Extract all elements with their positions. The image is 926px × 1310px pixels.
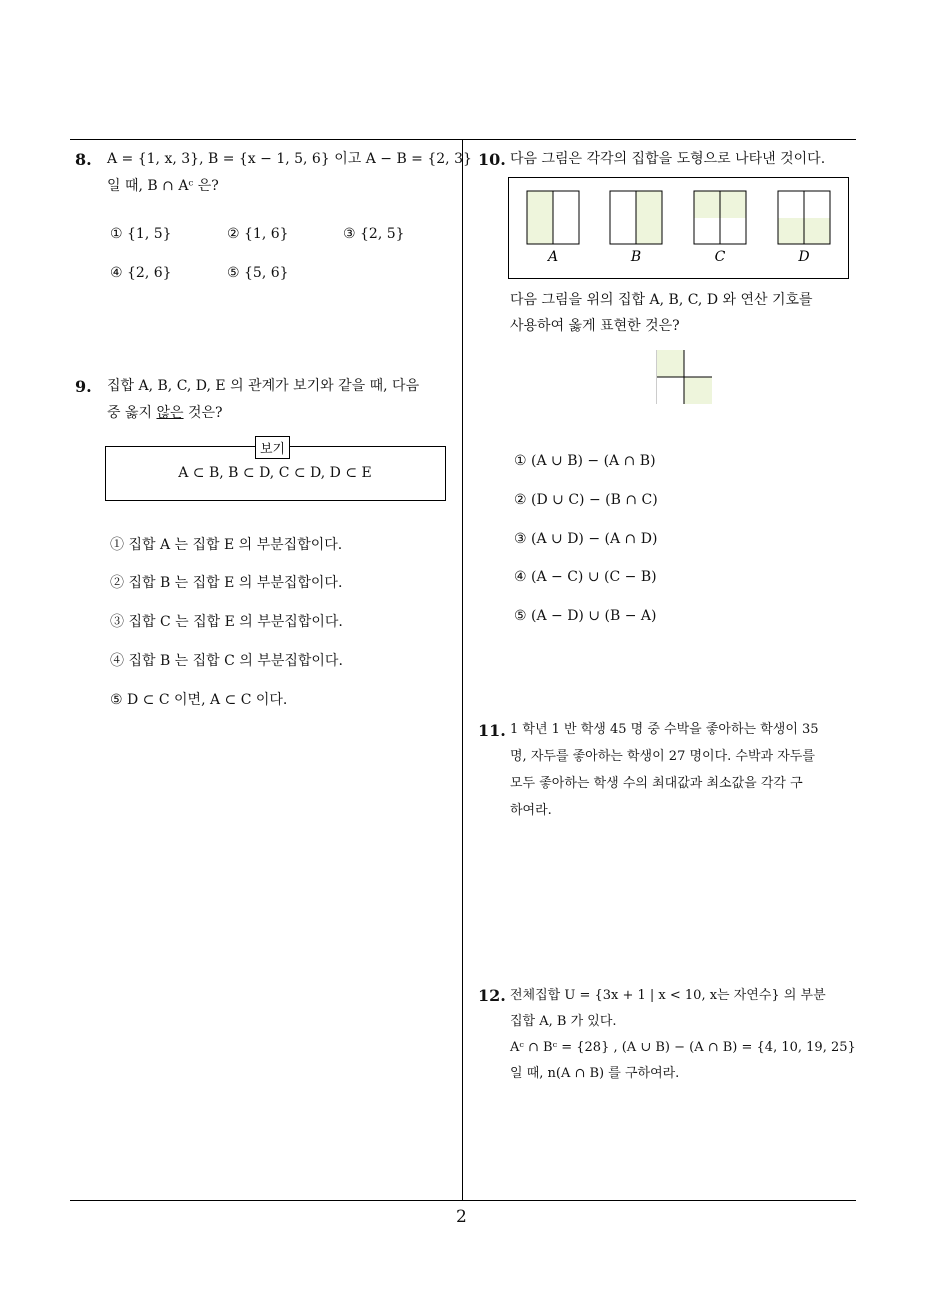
choice-4[interactable]: ④ (A − C) ∪ (C − B) xyxy=(514,569,657,585)
question-number: 8. xyxy=(75,150,92,169)
figure-a xyxy=(527,191,579,244)
question-text-line3: Aᶜ ∩ Bᶜ = {28} , (A ∪ B) − (A ∩ B) = {4, 10, 19, 25} xyxy=(510,1040,856,1055)
bogi-label: 보기 xyxy=(255,436,290,459)
figure-c xyxy=(694,191,746,244)
choice-5[interactable]: ⑤ (A − D) ∪ (B − A) xyxy=(514,608,657,624)
bottom-rule xyxy=(70,1200,856,1201)
question-text-line2: 명, 자두를 좋아하는 학생이 27 명이다. 수박과 자두를 xyxy=(510,749,815,764)
question-text-line1: 전체집합 U = {3x + 1 | x < 10, x는 자연수} 의 부분 xyxy=(510,988,826,1003)
choice-3[interactable]: ③ {2, 5} xyxy=(343,226,405,242)
question-text-line2 xyxy=(107,400,223,427)
choice-5[interactable]: ⑤ {5, 6} xyxy=(227,265,289,281)
line2-suffix: 것은? xyxy=(183,405,223,421)
figure-b xyxy=(610,191,662,244)
figure-label-a: A xyxy=(547,249,559,265)
choice-1[interactable]: ① {1, 5} xyxy=(110,226,172,242)
question-text-line1: 1 학년 1 반 학생 45 명 중 수박을 좋아하는 학생이 35 xyxy=(510,722,819,737)
choice-3[interactable]: ③ 집합 C 는 집합 E 의 부분집합이다. xyxy=(110,614,343,630)
question-text-line1: 집합 A, B, C, D, E 의 관계가 보기와 같을 때, 다음 xyxy=(107,378,420,394)
question-text-line2: 다음 그림을 위의 집합 A, B, C, D 와 연산 기호를 xyxy=(510,292,813,308)
column-divider xyxy=(462,139,463,1201)
question-text-line4: 하여라. xyxy=(510,803,552,818)
question-text-line1: A = {1, x, 3}, B = {x − 1, 5, 6} 이고 A − B = {2, 3} xyxy=(107,151,472,167)
figure-label-d: D xyxy=(798,249,810,265)
question-number: 9. xyxy=(75,377,92,396)
choice-2[interactable]: ② (D ∪ C) − (B ∩ C) xyxy=(514,492,658,508)
question-text-line3: 사용하여 옳게 표현한 것은? xyxy=(510,318,680,334)
choice-2[interactable]: ② {1, 6} xyxy=(227,226,289,242)
choice-3[interactable]: ③ (A ∪ D) − (A ∩ D) xyxy=(514,531,658,547)
question-text-line1: 다음 그림은 각각의 집합을 도형으로 나타낸 것이다. xyxy=(510,151,826,167)
choice-2[interactable]: ② 집합 B 는 집합 E 의 부분집합이다. xyxy=(110,575,343,591)
question-text-line4: 일 때, n(A ∩ B) 를 구하여라. xyxy=(510,1066,680,1081)
choice-1[interactable]: ① 집합 A 는 집합 E 의 부분집합이다. xyxy=(110,537,343,553)
question-text-line2: 집합 A, B 가 있다. xyxy=(510,1014,617,1029)
line2-prefix: 중 옳지 xyxy=(107,405,157,421)
choice-4[interactable]: ④ {2, 6} xyxy=(110,265,172,281)
choice-5[interactable]: ⑤ D ⊂ C 이면, A ⊂ C 이다. xyxy=(110,692,288,708)
figure-label-b: B xyxy=(630,249,642,265)
target-figure xyxy=(656,350,712,404)
top-rule xyxy=(70,139,856,140)
set-figures xyxy=(508,177,850,280)
choice-1[interactable]: ① (A ∪ B) − (A ∩ B) xyxy=(514,453,656,469)
figure-d xyxy=(778,191,830,244)
figure-label-c: C xyxy=(714,249,726,265)
underlined-word: 않은 xyxy=(156,405,184,421)
question-number: 12. xyxy=(478,986,506,1005)
bogi-content: A ⊂ B, B ⊂ D, C ⊂ D, D ⊂ E xyxy=(178,465,372,481)
question-number: 11. xyxy=(478,721,506,740)
question-text-line3: 모두 좋아하는 학생 수의 최대값과 최소값을 각각 구 xyxy=(510,776,803,791)
choice-4[interactable]: ④ 집합 B 는 집합 C 의 부분집합이다. xyxy=(110,653,343,669)
question-number: 10. xyxy=(478,150,506,169)
page-number: 2 xyxy=(456,1207,467,1227)
question-text-line2: 일 때, B ∩ Aᶜ 은? xyxy=(107,178,219,194)
